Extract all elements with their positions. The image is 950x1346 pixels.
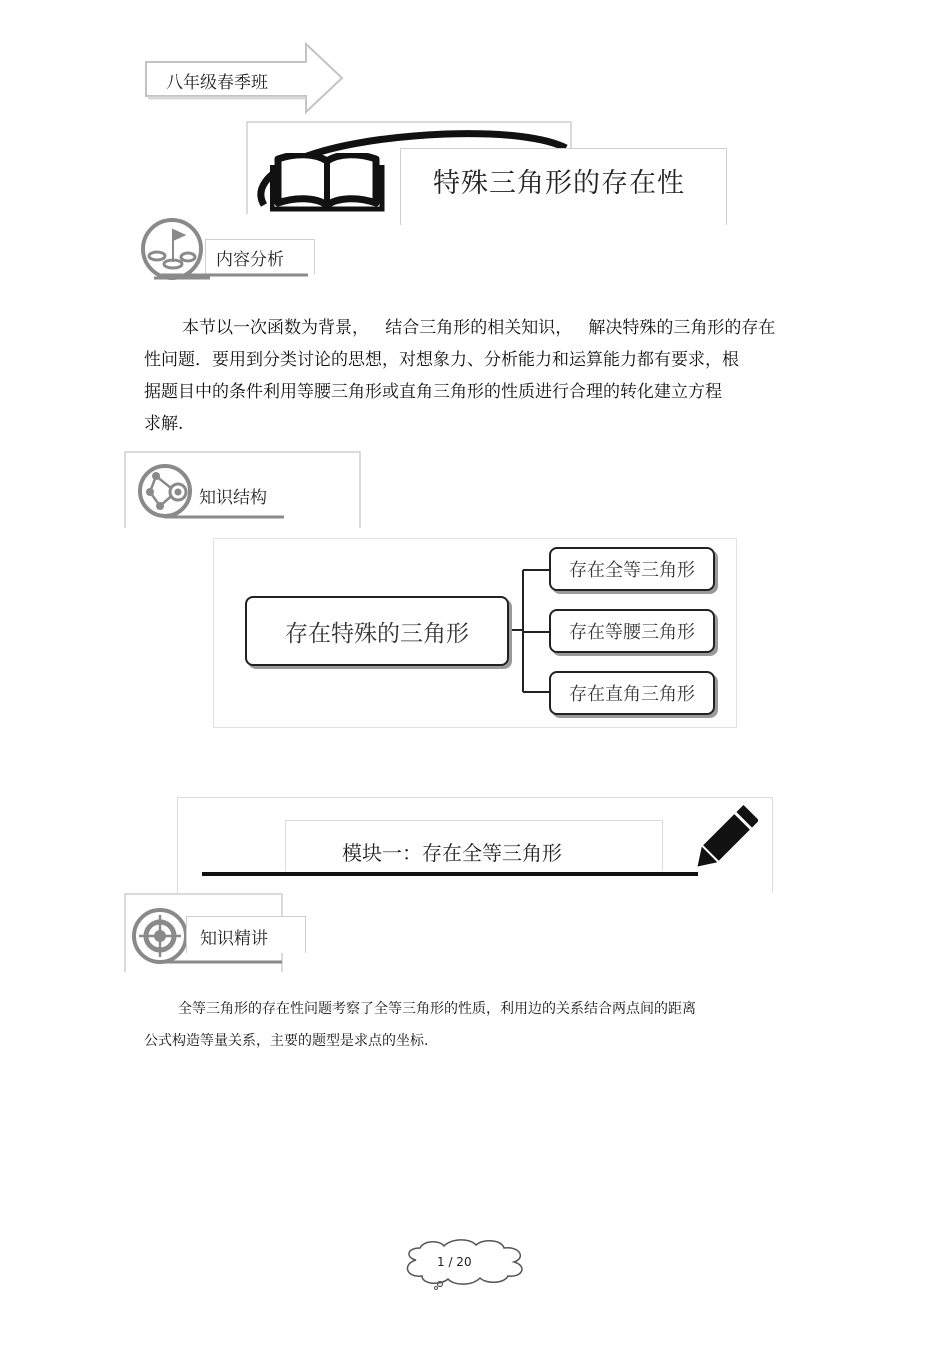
- paragraph-line: 全等三角形的存在性问题考察了全等三角形的性质，利用边的关系结合两点间的距离: [178, 1001, 696, 1017]
- page-title: 特殊三角形的存在性: [433, 168, 685, 199]
- diagram-connectors: [505, 560, 555, 700]
- paragraph-line: 求解.: [144, 414, 184, 434]
- paragraph-line: 本节以一次函数为背景， 结合三角形的相关知识， 解决特殊的三角形的存在: [182, 318, 776, 338]
- diagram-child-node: 存在直角三角形: [549, 671, 715, 715]
- content-analysis-heading: 内容分析: [216, 250, 284, 270]
- knowledge-explain-heading: 知识精讲: [200, 929, 268, 949]
- pencil-icon: [688, 805, 758, 877]
- share-network-icon: [136, 462, 196, 520]
- grade-label: 八年级春季班: [166, 73, 268, 93]
- target-flag-icon: [140, 218, 210, 280]
- diagram-child-node: 存在全等三角形: [549, 547, 715, 591]
- paragraph-line: 性问题．要用到分类讨论的思想，对想象力、分析能力和运算能力都有要求，根: [144, 350, 739, 370]
- module-underline: [200, 870, 700, 878]
- target-icon: [131, 907, 189, 965]
- heading-underline: [160, 272, 310, 278]
- paragraph-line: 公式构造等量关系，主要的题型是求点的坐标.: [144, 1033, 429, 1049]
- diagram-root-node: 存在特殊的三角形: [245, 596, 509, 666]
- module-title: 模块一：存在全等三角形: [342, 841, 562, 865]
- knowledge-structure-heading: 知识结构: [199, 488, 267, 508]
- knowledge-explain-text: [144, 993, 824, 1057]
- book-icon: [270, 153, 385, 213]
- diagram-child-node: 存在等腰三角形: [549, 609, 715, 653]
- content-analysis-text: [144, 312, 804, 440]
- paragraph-line: 据题目中的条件利用等腰三角形或直角三角形的性质进行合理的转化建立方程: [144, 382, 722, 402]
- page-number: 1 / 20: [437, 1255, 472, 1269]
